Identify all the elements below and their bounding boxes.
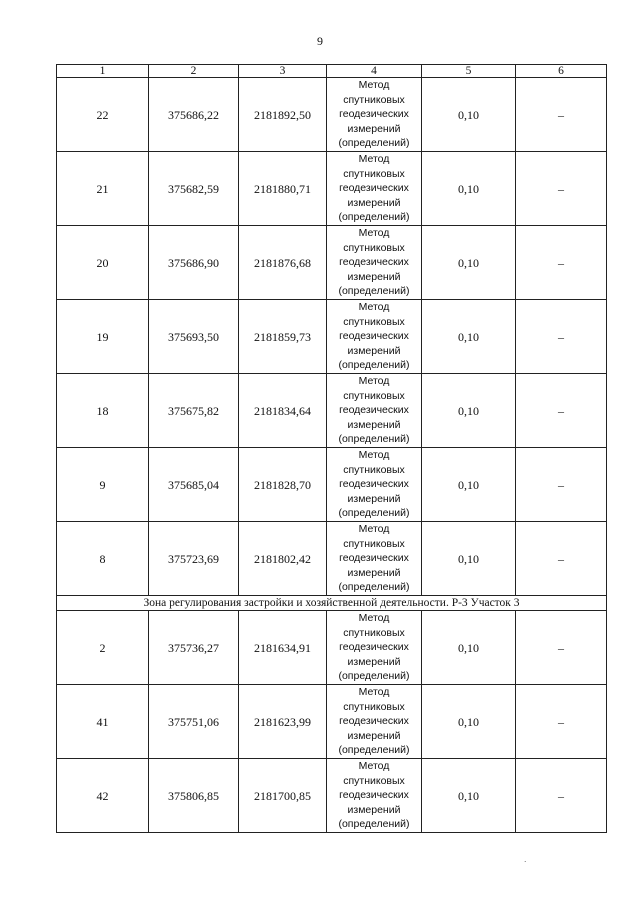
method-line: измерений <box>347 566 401 579</box>
accuracy-cell: 0,10 <box>422 611 516 685</box>
accuracy-cell: 0,10 <box>422 300 516 374</box>
point-number-cell: 19 <box>57 300 149 374</box>
method-cell <box>327 759 422 833</box>
method-cell <box>327 685 422 759</box>
method-line: измерений <box>347 729 401 742</box>
accuracy-cell: 0,10 <box>422 226 516 300</box>
method-line: Метод <box>358 375 390 388</box>
method-line: измерений <box>347 492 401 505</box>
method-line: спутниковых <box>343 463 405 476</box>
x-coordinate-cell: 375693,50 <box>149 300 239 374</box>
point-number-cell: 2 <box>57 611 149 685</box>
accuracy-cell: 0,10 <box>422 152 516 226</box>
accuracy-cell: 0,10 <box>422 685 516 759</box>
table-row <box>57 759 607 833</box>
accuracy-cell: 0,10 <box>422 759 516 833</box>
method-line: Метод <box>358 760 390 773</box>
method-line: Метод <box>358 612 390 625</box>
note-cell: – <box>516 300 607 374</box>
method-cell <box>327 226 422 300</box>
y-coordinate-cell: 2181859,73 <box>239 300 327 374</box>
method-line: спутниковых <box>343 93 405 106</box>
method-cell <box>327 374 422 448</box>
method-line: (определений) <box>338 137 410 150</box>
point-number-cell: 8 <box>57 522 149 596</box>
table-row <box>57 78 607 152</box>
y-coordinate-cell: 2181876,68 <box>239 226 327 300</box>
table-row <box>57 226 607 300</box>
method-line: геодезических <box>339 330 409 343</box>
method-line: спутниковых <box>343 241 405 254</box>
header-cell: 1 <box>57 65 149 78</box>
point-number-cell: 18 <box>57 374 149 448</box>
method-line: измерений <box>347 803 401 816</box>
method-line: измерений <box>347 122 401 135</box>
method-line: геодезических <box>339 641 409 654</box>
note-cell: – <box>516 759 607 833</box>
method-line: (определений) <box>338 507 410 520</box>
note-cell: – <box>516 78 607 152</box>
table-row <box>57 300 607 374</box>
x-coordinate-cell: 375751,06 <box>149 685 239 759</box>
method-line: (определений) <box>338 285 410 298</box>
method-cell <box>327 152 422 226</box>
method-line: геодезических <box>339 256 409 269</box>
table-row <box>57 152 607 226</box>
point-number-cell: 22 <box>57 78 149 152</box>
table-row <box>57 374 607 448</box>
method-line: измерений <box>347 196 401 209</box>
x-coordinate-cell: 375686,90 <box>149 226 239 300</box>
y-coordinate-cell: 2181802,42 <box>239 522 327 596</box>
method-line: геодезических <box>339 715 409 728</box>
method-line: (определений) <box>338 433 410 446</box>
header-cell: 5 <box>422 65 516 78</box>
y-coordinate-cell: 2181634,91 <box>239 611 327 685</box>
y-coordinate-cell: 2181623,99 <box>239 685 327 759</box>
table-row <box>57 448 607 522</box>
header-cell: 2 <box>149 65 239 78</box>
point-number-cell: 41 <box>57 685 149 759</box>
coordinates-table <box>56 64 607 833</box>
point-number-cell: 21 <box>57 152 149 226</box>
method-cell <box>327 300 422 374</box>
x-coordinate-cell: 375685,04 <box>149 448 239 522</box>
note-cell: – <box>516 374 607 448</box>
corner-mark: · <box>524 858 527 866</box>
y-coordinate-cell: 2181834,64 <box>239 374 327 448</box>
method-cell <box>327 522 422 596</box>
method-cell <box>327 611 422 685</box>
y-coordinate-cell: 2181700,85 <box>239 759 327 833</box>
method-line: Метод <box>358 301 390 314</box>
method-line: спутниковых <box>343 774 405 787</box>
table-row <box>57 611 607 685</box>
method-line: геодезических <box>339 182 409 195</box>
note-cell: – <box>516 448 607 522</box>
accuracy-cell: 0,10 <box>422 374 516 448</box>
method-line: спутниковых <box>343 626 405 639</box>
method-line: спутниковых <box>343 167 405 180</box>
x-coordinate-cell: 375736,27 <box>149 611 239 685</box>
method-line: измерений <box>347 344 401 357</box>
zone-title: Зона регулирования застройки и хозяйственной деятельности. Р-3 Участок 3 <box>57 596 607 611</box>
method-cell <box>327 78 422 152</box>
zone-title-row <box>57 596 607 611</box>
note-cell: – <box>516 226 607 300</box>
header-cell: 3 <box>239 65 327 78</box>
table-header-row <box>57 65 607 78</box>
y-coordinate-cell: 2181880,71 <box>239 152 327 226</box>
method-line: (определений) <box>338 670 410 683</box>
method-line: геодезических <box>339 108 409 121</box>
method-line: измерений <box>347 418 401 431</box>
method-line: Метод <box>358 227 390 240</box>
method-line: геодезических <box>339 478 409 491</box>
y-coordinate-cell: 2181828,70 <box>239 448 327 522</box>
x-coordinate-cell: 375806,85 <box>149 759 239 833</box>
table-row <box>57 685 607 759</box>
table-row <box>57 522 607 596</box>
header-cell: 4 <box>327 65 422 78</box>
point-number-cell: 9 <box>57 448 149 522</box>
note-cell: – <box>516 152 607 226</box>
method-line: (определений) <box>338 211 410 224</box>
page-number: 9 <box>317 34 323 48</box>
method-cell <box>327 448 422 522</box>
note-cell: – <box>516 611 607 685</box>
x-coordinate-cell: 375682,59 <box>149 152 239 226</box>
method-line: Метод <box>358 153 390 166</box>
header-cell: 6 <box>516 65 607 78</box>
x-coordinate-cell: 375723,69 <box>149 522 239 596</box>
x-coordinate-cell: 375686,22 <box>149 78 239 152</box>
method-line: (определений) <box>338 818 410 831</box>
method-line: Метод <box>358 449 390 462</box>
method-line: спутниковых <box>343 389 405 402</box>
method-line: Метод <box>358 523 390 536</box>
method-line: спутниковых <box>343 700 405 713</box>
method-line: (определений) <box>338 359 410 372</box>
method-line: геодезических <box>339 789 409 802</box>
accuracy-cell: 0,10 <box>422 522 516 596</box>
method-line: геодезических <box>339 404 409 417</box>
note-cell: – <box>516 522 607 596</box>
method-line: измерений <box>347 655 401 668</box>
method-line: (определений) <box>338 744 410 757</box>
method-line: Метод <box>358 79 390 92</box>
note-cell: – <box>516 685 607 759</box>
point-number-cell: 42 <box>57 759 149 833</box>
method-line: Метод <box>358 686 390 699</box>
method-line: спутниковых <box>343 537 405 550</box>
accuracy-cell: 0,10 <box>422 448 516 522</box>
method-line: геодезических <box>339 552 409 565</box>
y-coordinate-cell: 2181892,50 <box>239 78 327 152</box>
method-line: измерений <box>347 270 401 283</box>
x-coordinate-cell: 375675,82 <box>149 374 239 448</box>
method-line: спутниковых <box>343 315 405 328</box>
accuracy-cell: 0,10 <box>422 78 516 152</box>
point-number-cell: 20 <box>57 226 149 300</box>
method-line: (определений) <box>338 581 410 594</box>
